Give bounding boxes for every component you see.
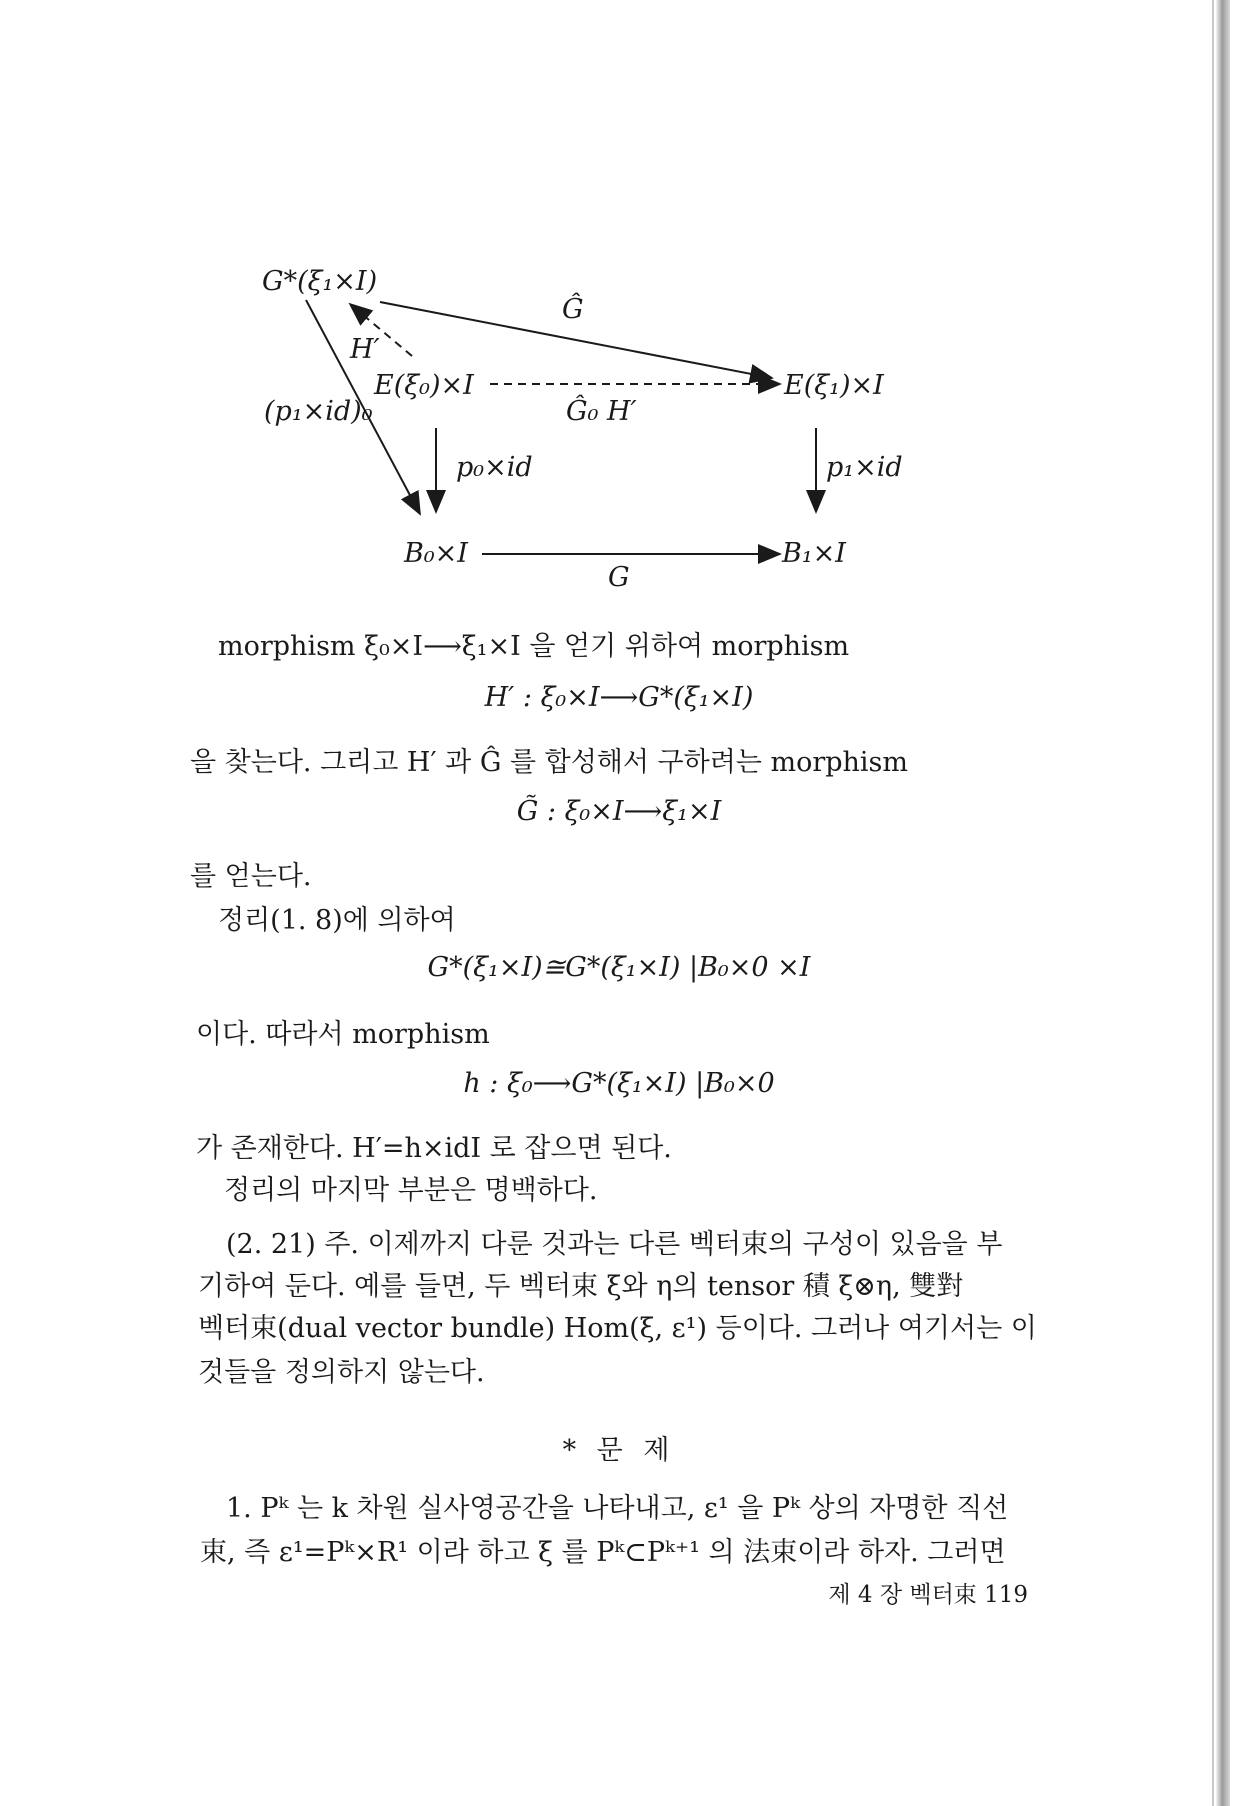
problem-line-2: 束, 즉 ε¹=Pᵏ×R¹ 이라 하고 ξ 를 Pᵏ⊂Pᵏ⁺¹ 의 法束이라 하자. 그러면 <box>200 1537 1006 1568</box>
diagram-arrows <box>0 0 1238 620</box>
label-g: G <box>608 562 630 593</box>
problem-line-1: 1. Pᵏ 는 k 차원 실사영공간을 나타내고, ε¹ 을 Pᵏ 상의 자명한 직선 <box>226 1493 1009 1524</box>
text-line-4: 정리(1. 8)에 의하여 <box>218 905 456 936</box>
text-line-6: 가 존재한다. H′=h×idI 로 잡으면 된다. <box>196 1133 672 1164</box>
node-e-xi1: E(ξ₁)×I <box>784 370 884 401</box>
node-b0: B₀×I <box>404 538 468 569</box>
label-p1-id: p₁×id <box>826 452 903 483</box>
node-e-xi0: E(ξ₀)×I <box>374 370 474 401</box>
page-footer: 제 4 장 벡터束 119 <box>828 1582 1028 1608</box>
text-line-3: 를 얻는다. <box>190 861 312 892</box>
remark-line-4: 것들을 정의하지 않는다. <box>198 1357 485 1388</box>
text-line-7: 정리의 마지막 부분은 명백하다. <box>224 1175 598 1206</box>
section-heading: * 문 제 <box>562 1435 676 1466</box>
label-g0-h: Ĝ₀ H′ <box>566 396 637 427</box>
commutative-diagram <box>0 0 1238 620</box>
text-line-1: morphism ξ₀×I⟶ξ₁×I 을 얻기 위하여 morphism <box>218 631 850 662</box>
text-line-5: 이다. 따라서 morphism <box>196 1019 490 1050</box>
text-line-2: 을 찾는다. 그리고 H′ 과 Ĝ 를 합성해서 구하려는 morphism <box>190 747 908 778</box>
remark-line-1: (2. 21) 주. 이제까지 다룬 것과는 다른 벡터束의 구성이 있음을 부 <box>226 1229 1003 1260</box>
node-g-star: G*(ξ₁×I) <box>262 266 378 297</box>
node-b1: B₁×I <box>782 538 846 569</box>
label-g-hat: Ĝ <box>562 294 584 325</box>
remark-line-2: 기하여 둔다. 예를 들면, 두 벡터束 ξ와 η의 tensor 積 ξ⊗η, 雙對 <box>198 1271 964 1302</box>
remark-line-3: 벡터束(dual vector bundle) Hom(ξ, ε¹) 등이다. 그러나 여기서는 이 <box>198 1313 1037 1344</box>
label-p1-id-0: (p₁×id)₀ <box>264 396 373 427</box>
equation-2: G̃ : ξ₀×I⟶ξ₁×I <box>516 796 722 827</box>
equation-1: H′ : ξ₀×I⟶G*(ξ₁×I) <box>484 682 754 713</box>
label-h-prime: H′ <box>350 334 380 365</box>
equation-3: G*(ξ₁×I)≅G*(ξ₁×I) |B₀×0 ×I <box>427 952 811 983</box>
label-p0-id: p₀×id <box>456 452 533 483</box>
equation-4: h : ξ₀⟶G*(ξ₁×I) |B₀×0 <box>463 1068 775 1099</box>
